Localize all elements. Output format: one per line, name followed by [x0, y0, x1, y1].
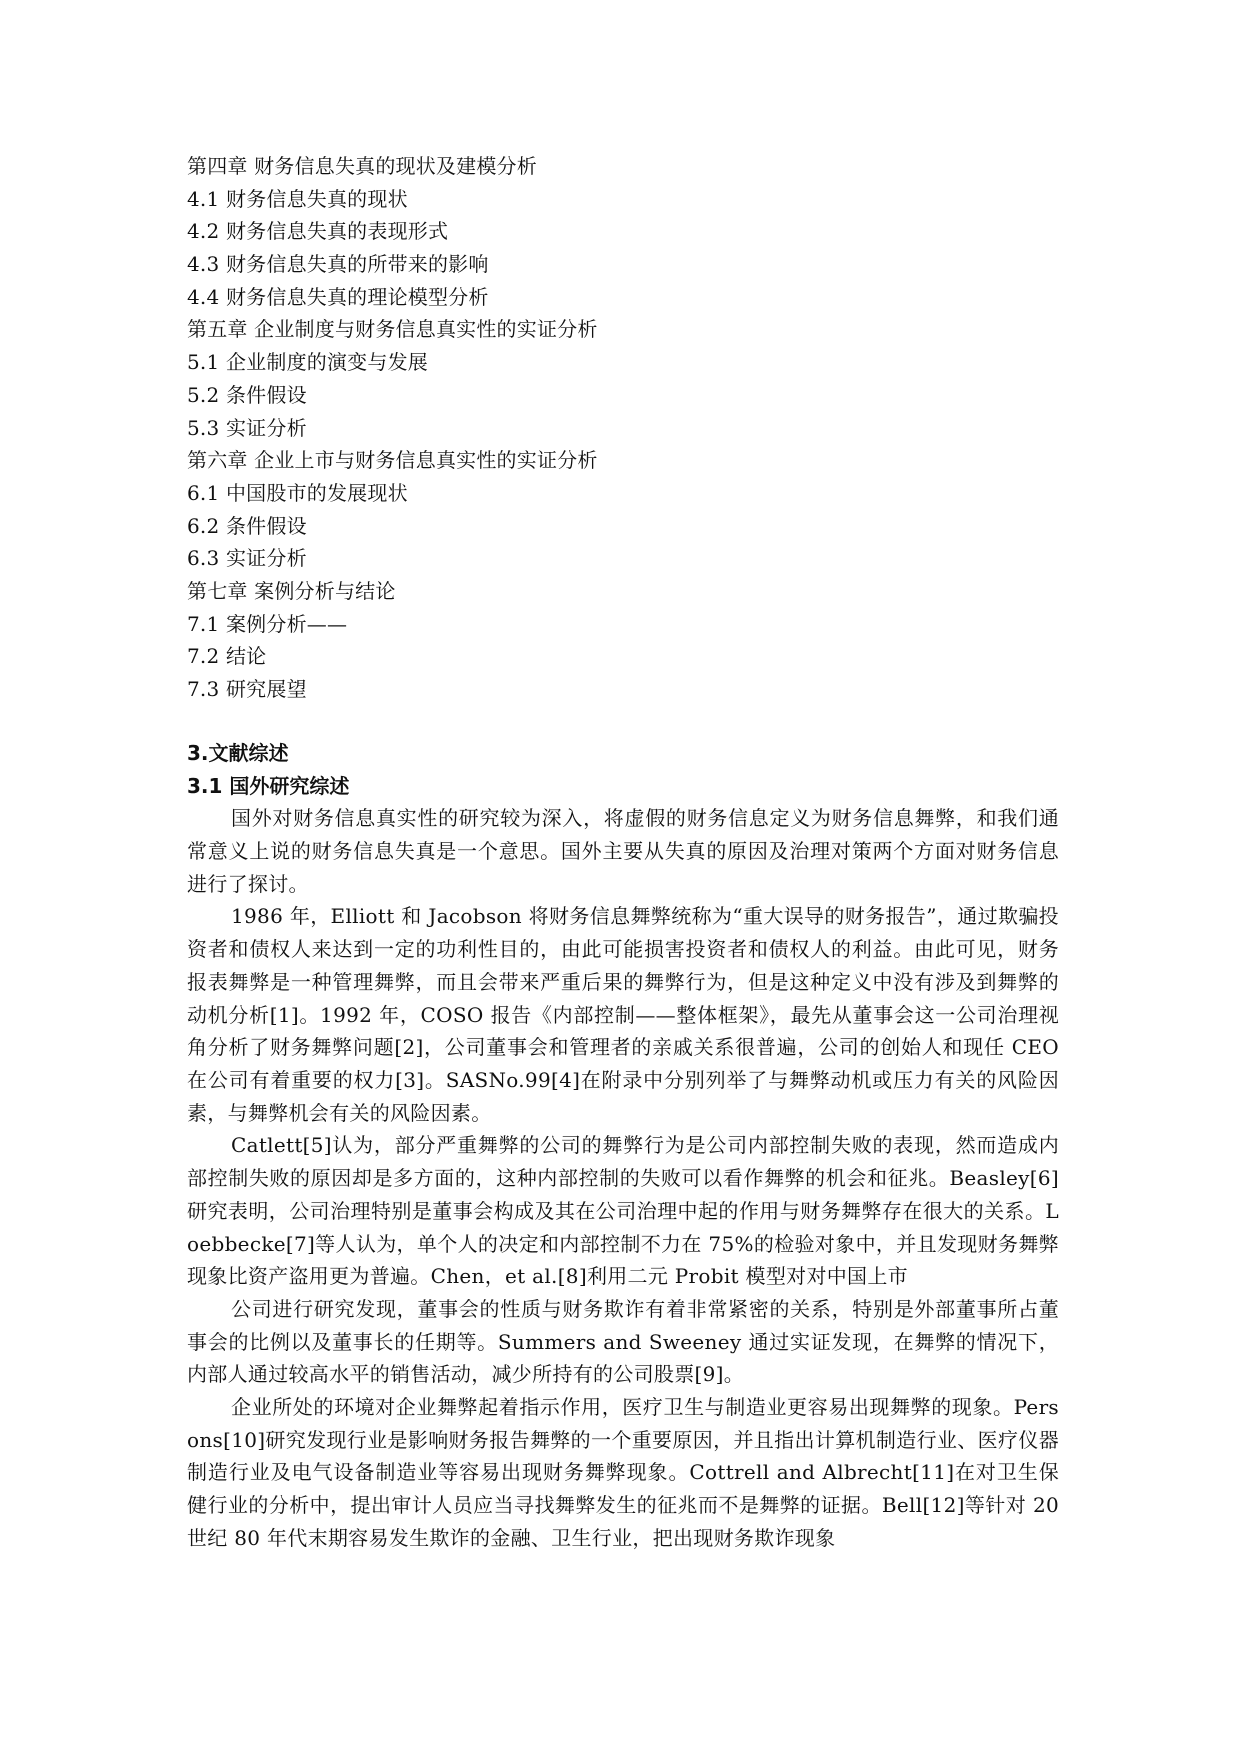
toc-item-7-2: 7.2 结论 [187, 644, 267, 669]
toc-item-4-2: 4.2 财务信息失真的表现形式 [187, 219, 449, 244]
toc-item-6-2: 6.2 条件假设 [187, 513, 307, 538]
toc-item-5-3: 5.3 实证分析 [187, 415, 307, 440]
toc-item-6-3: 6.3 实证分析 [187, 546, 307, 571]
toc-item-6-1: 6.1 中国股市的发展现状 [187, 480, 408, 505]
toc-item-7-1: 7.1 案例分析—— [187, 611, 348, 636]
table-of-contents [187, 150, 1067, 706]
body-paragraph: 国外对财务信息真实性的研究较为深入，将虚假的财务信息定义为财务信息舞弊，和我们通常意义上说的财务信息失真是一个意思。国外主要从失真的原因及治理对策两个方面对财务信息进行了探讨。 [187, 806, 1059, 896]
body-paragraph: 公司进行研究发现，董事会的性质与财务欺诈有着非常紧密的关系，特别是外部董事所占董事会的比例以及董事长的任期等。Summers and Sweeney 通过实证发现，在舞弊的情况下，内部人通过较高水平的销售活动，减少所持有的公司股票[9]。 [187, 1296, 1059, 1387]
toc-item-5-2: 5.2 条件假设 [187, 382, 307, 407]
toc-item-4-1: 4.1 财务信息失真的现状 [187, 186, 408, 211]
toc-chapter-5: 第五章 企业制度与财务信息真实性的实证分析 [187, 317, 598, 342]
body-paragraph: Catlett[5]认为，部分严重舞弊的公司的舞弊行为是公司内部控制失败的表现，然而造成内部控制失败的原因却是多方面的，这种内部控制的失败可以看作舞弊的机会和征兆。Beasley[6]研究表明，公司治理特别是董事会构成及其在公司治理中起的作用与财务舞弊存在很大的关系。Loebbecke[7]等人认为，单个人的决定和内部控制不力在 75%的检验对象中，并且发现财务舞弊现象比资产盗用更为普遍。Chen，et al.[8]利用二元 Probit 模型对对中国上市 [187, 1133, 1059, 1289]
subsection-heading: 3.1 国外研究综述 [187, 773, 350, 798]
toc-chapter-6: 第六章 企业上市与财务信息真实性的实证分析 [187, 448, 598, 473]
toc-item-5-1: 5.1 企业制度的演变与发展 [187, 350, 428, 375]
toc-item-4-3: 4.3 财务信息失真的所带来的影响 [187, 252, 489, 277]
toc-item-4-4: 4.4 财务信息失真的理论模型分析 [187, 284, 489, 309]
toc-chapter-4: 第四章 财务信息失真的现状及建模分析 [187, 154, 537, 178]
literature-review-section [187, 737, 1059, 1555]
section-heading: 3.文献综述 [187, 741, 289, 765]
toc-chapter-7: 第七章 案例分析与结论 [187, 578, 396, 603]
body-paragraph: 1986 年，Elliott 和 Jacobson 将财务信息舞弊统称为“重大误导的财务报告”，通过欺骗投资者和债权人来达到一定的功利性目的，由此可能损害投资者和债权人的利益。由此可见，财务报表舞弊是一种管理舞弊，而且会带来严重后果的舞弊行为，但是这种定义中没有涉及到舞弊的动机分析[1]。1992 年，COSO 报告《内部控制——整体框架》，最先从董事会这一公司治理视角分析了财务舞弊问题[2]，公司董事会和管理者的亲戚关系很普遍，公司的创始人和现任 CEO 在公司有着重要的权力[3]。SASNo.99[4]在附录中分别列举了与舞弊动机或压力有关的风险因素，与舞弊机会有关的风险因素。 [187, 904, 1059, 1125]
toc-item-7-3: 7.3 研究展望 [187, 677, 307, 701]
body-paragraph: 企业所处的环境对企业舞弊起着指示作用，医疗卫生与制造业更容易出现舞弊的现象。Persons[10]研究发现行业是影响财务报告舞弊的一个重要原因，并且指出计算机制造行业、医疗仪器制造行业及电气设备制造业等容易出现财务舞弊现象。Cottrell and Albrecht[11]在对卫生保健行业的分析中，提出审计人员应当寻找舞弊发生的征兆而不是舞弊的证据。Bell[12]等针对 20 世纪 80 年代末期容易发生欺诈的金融、卫生行业，把出现财务欺诈现象 [187, 1395, 1059, 1550]
